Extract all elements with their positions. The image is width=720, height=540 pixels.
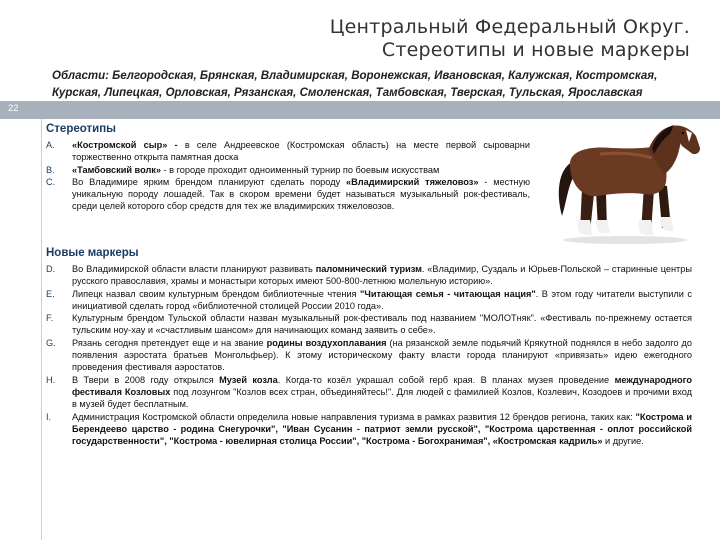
list-marker: H. bbox=[46, 374, 56, 385]
list-marker: E. bbox=[46, 288, 55, 299]
list-item: A. «Костромской сыр» - в селе Андреевское (Костромская область) на месте первой сыроварни торжественно открыта памятная доска bbox=[46, 140, 530, 163]
stereotypes-list bbox=[46, 139, 530, 213]
slide-number-bar bbox=[0, 101, 720, 119]
list-marker: F. bbox=[46, 313, 54, 324]
title-line-2: Стереотипы и новые маркеры bbox=[381, 39, 690, 61]
list-marker: G. bbox=[46, 338, 56, 349]
new-markers-heading: Новые маркеры bbox=[46, 247, 139, 259]
slide-number: 22 bbox=[8, 103, 19, 114]
list-marker: A. bbox=[46, 140, 55, 150]
new-markers-list bbox=[46, 263, 692, 447]
list-marker: B. bbox=[46, 164, 55, 175]
list-item: C. Во Владимире ярким брендом планируют сделать породу «Владимирский тяжеловоз» - местную уникальную породу лошадей. Так в скором времени будет называться музыкальный рок-фестиваль, среди целей которого сбор средств для тех же владимирских тяжеловозов. bbox=[46, 177, 530, 212]
list-item: H. В Твери в 2008 году открылся Музей козла. Когда-то козёл украшал собой герб края. В планах музея проведение международного фестиваля Козловых под лозунгом "Козлов всех стран, объединяйтесь!". Для людей с фамилией Козлов, Козлевич, Козодоев и прочими вход в музей будет бесплатным. bbox=[46, 374, 692, 410]
page-title bbox=[330, 16, 690, 62]
list-item: B. «Тамбовский волк» - в городе проходит одноименный турнир по боевым искусствам bbox=[46, 164, 440, 175]
list-item: I. Администрация Костромской области определила новые направления туризма в рамках развития 12 брендов региона, таких как: "Кострома и Берендеево царство - родина Снегурочки", "Иван Сусанин - патриот земли русской", "Кострома царственная - оплот российской государственности", "Кострома - ювелирная столица России", "Кострома - Богохранимая", «Костромская кадриль» и другие. bbox=[46, 411, 692, 446]
stereotypes-heading: Стереотипы bbox=[46, 123, 116, 135]
title-line-1: Центральный Федеральный Округ. bbox=[329, 16, 690, 38]
list-item: F. Культурным брендом Тульской области назван музыкальный рок-фестиваль под названием "МОЛОТняк". «Фестиваль по-прежнему остается тульским ноу-хау и «счастливым шансом» для начинающих команд заявить о себе». bbox=[46, 313, 692, 336]
list-marker: I. bbox=[46, 411, 52, 422]
left-divider bbox=[41, 119, 42, 540]
list-item: D. Во Владимирской области власти планируют развивать паломнический туризм. «Владимир, Суздаль и Юрьев-Польской – старинные центры русского православия, храмы и монастыри которых имеют 500-800-летнюю молельную историю». bbox=[46, 264, 692, 287]
regions-list: Области: Белгородская, Брянская, Владимирская, Воронежская, Ивановская, Калужская, Костромская, Курская, Липецкая, Орловская, Рязанская, Смоленская, Тамбовская, Тверская, Тульская, Ярославская bbox=[52, 70, 658, 99]
list-marker: D. bbox=[46, 264, 56, 274]
list-item: E. Липецк назвал своим культурным брендом библиотечные чтения "Читающая семья - читающая нация". В этом году читатели выступили с инициативой сделать город «библиотечной столицей России 2010 года». bbox=[46, 288, 692, 311]
list-marker: C. bbox=[46, 177, 56, 188]
list-item: G. Рязань сегодня претендует еще и на звание родины воздухоплавания (на рязанской земле подьячий Крякутной поднялся в небо задолго до появления аэростата братьев Монгольфьер). К этому историческому факту власти города планируют «привязать» идею ежегодного проведения фестиваля аэростатов. bbox=[46, 338, 692, 373]
horse-photo bbox=[540, 124, 710, 246]
